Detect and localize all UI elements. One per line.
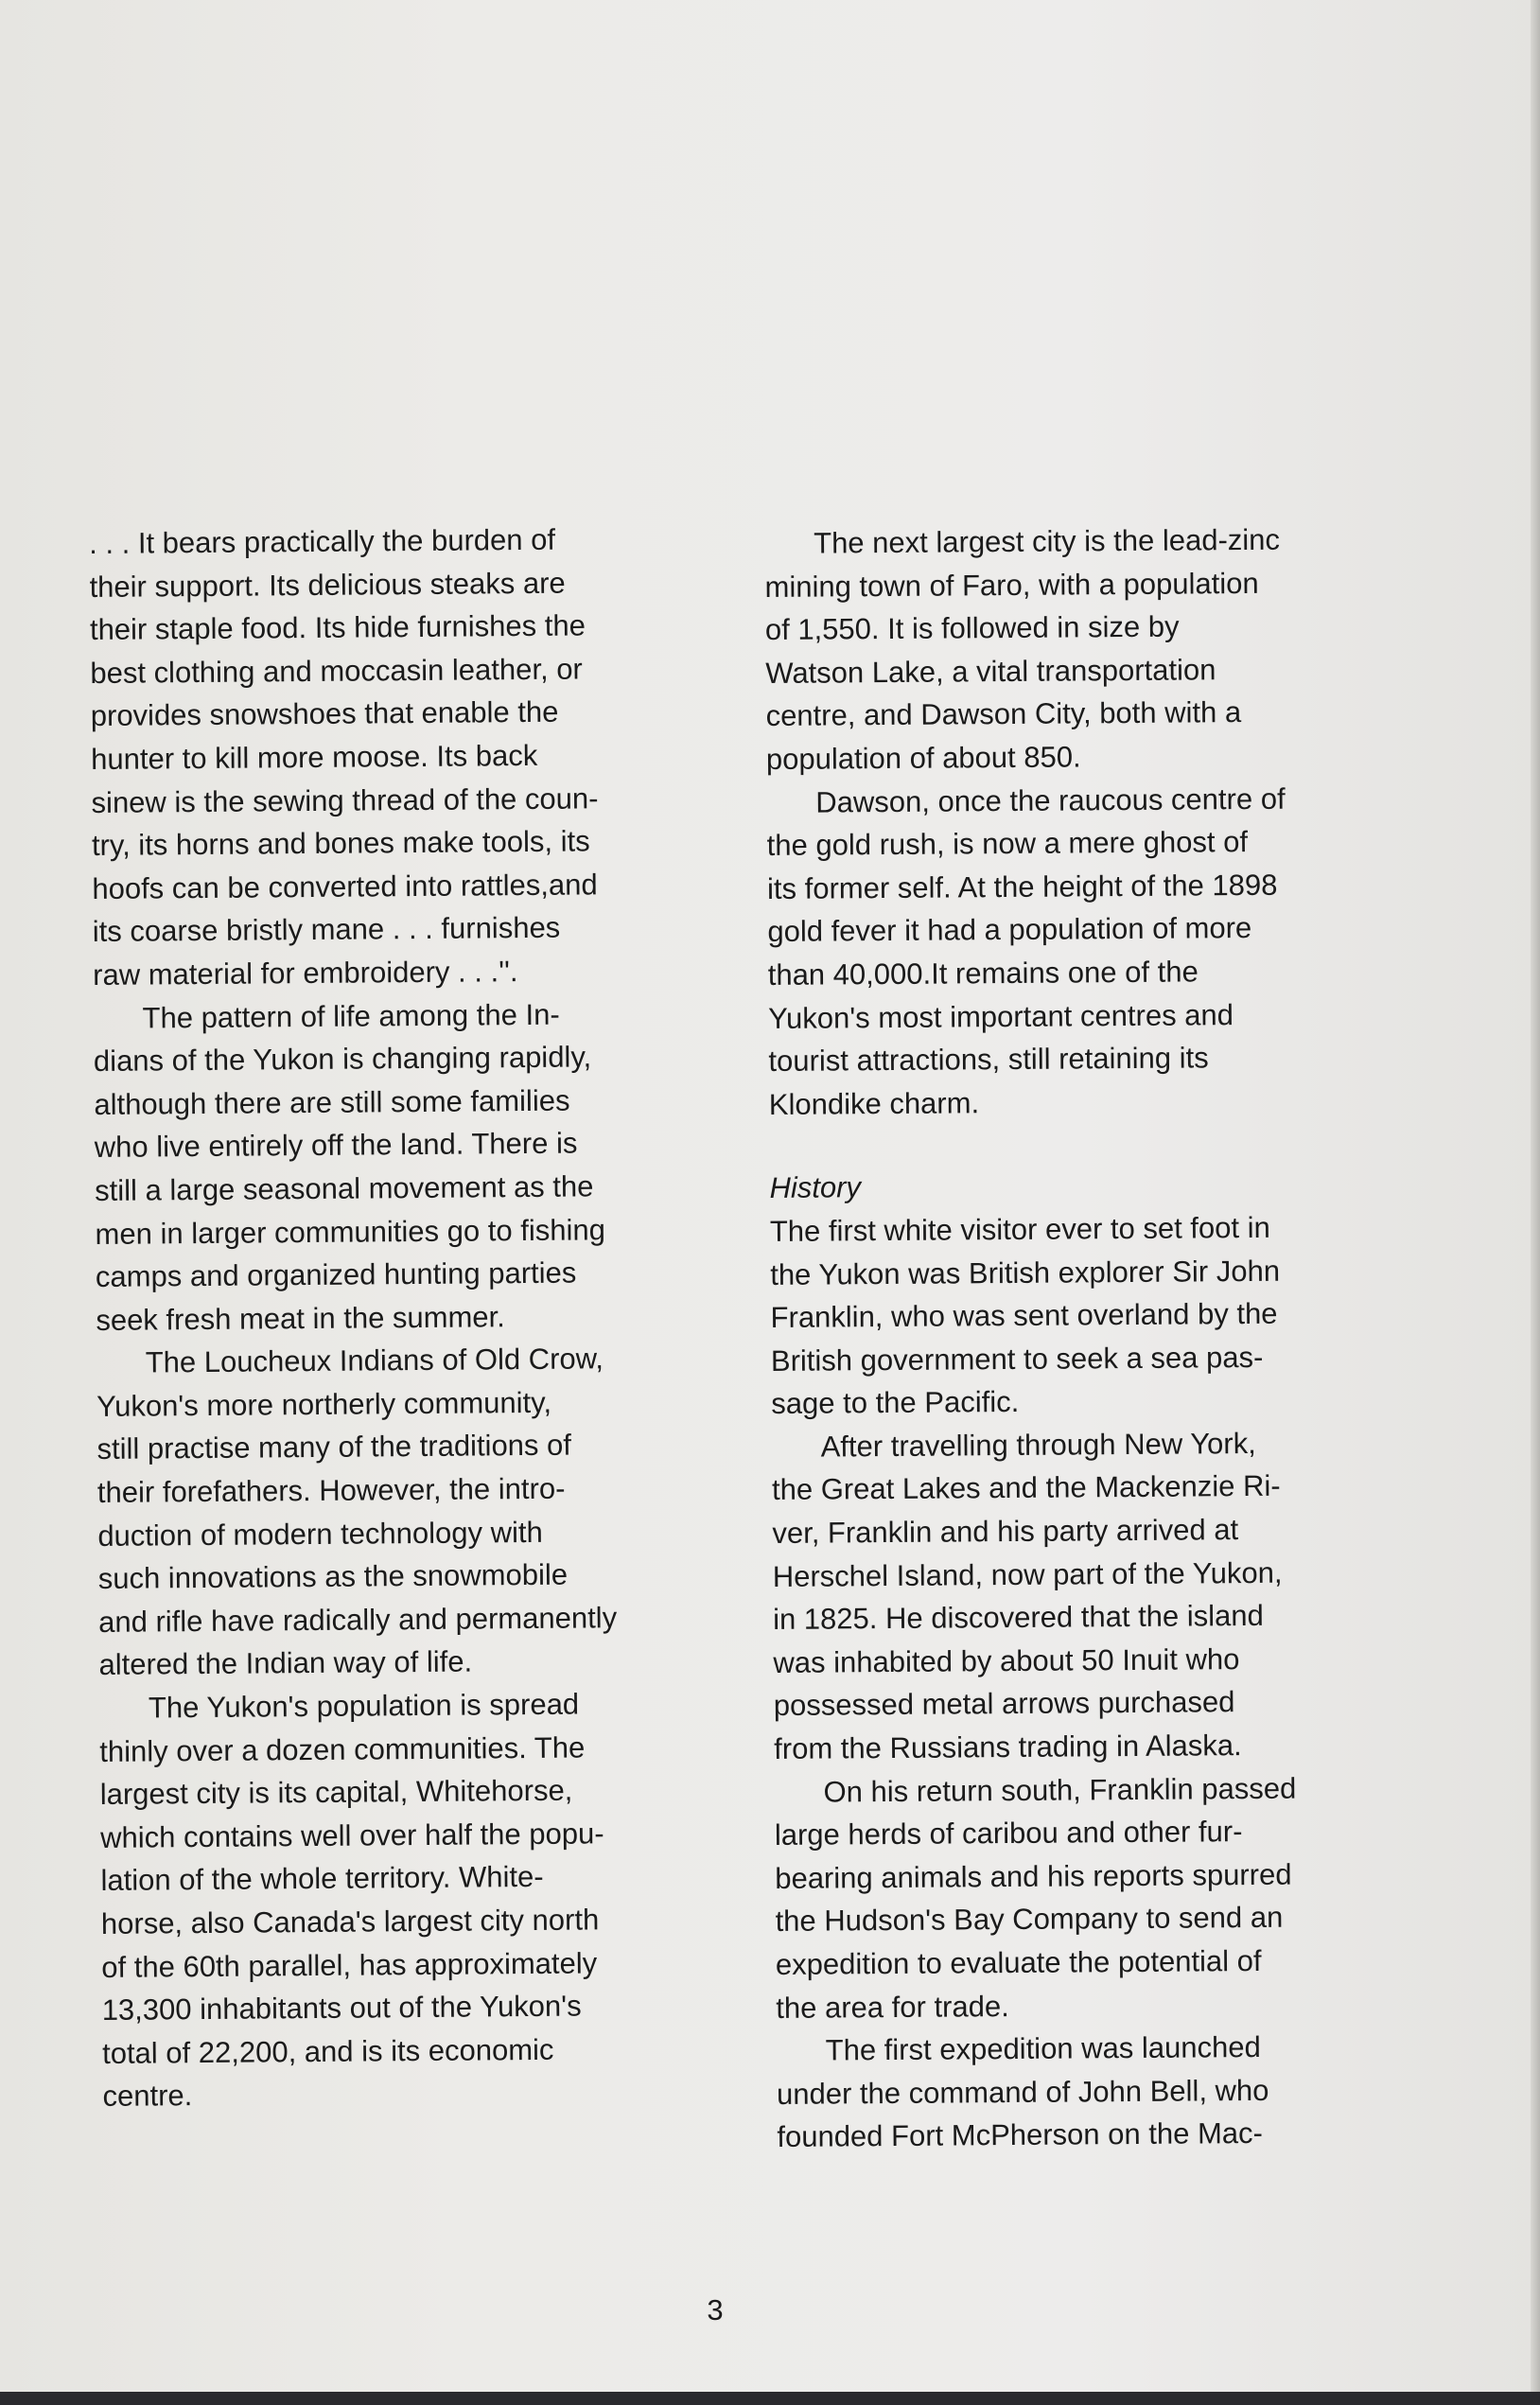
paragraph-pattern-of-life: The pattern of life among the In- dians of the Yukon is changing rapidly, although there are still some families who live entirely off the land. There is still a large seasonal movement as the men in larger communities go to fishing camps and organized hunting parties seek fresh meat in the summer. — [93, 997, 606, 1337]
paragraph-moose-quote: . . . It bears practically the burden of their support. Its delicious steaks are their staple food. Its hide furnishes the best clothing and moccasin leather, or provides snowshoes that enable the hunter to kill more moose. Its back sinew is the sewing thread of the coun- try, its horns and bones make tools, its hoofs can be converted into rattles,and its coarse bristly mane . . . furnishes raw material for embroidery . . .''. — [89, 522, 599, 992]
paragraph-first-expedition: The first expedition was launched under the command of John Bell, who founded Fort McPherson on the Mac- — [776, 2030, 1269, 2154]
paragraph-loucheux-indians: The Loucheux Indians of Old Crow, Yukon's more northerly community, still practise many of the traditions of their forefathers. However, the intro- duction of modern technology with such innovations as the snowmobile and rifle have radically and permanently altered the Indian way of life. — [96, 1342, 618, 1682]
paragraph-herschel-island: After travelling through New York, the Great Lakes and the Mackenzie Ri- ver, Franklin and his party arrived at Herschel Island, now part of the Yukon, in 1825. He discovered that the island was inhabited by about 50 Inuit who possessed metal arrows purchased from the Russians trading in Alaska. — [771, 1426, 1283, 1765]
page-number: 3 — [707, 2293, 724, 2326]
paragraph-dawson: Dawson, once the raucous centre of the gold rush, is now a mere ghost of its former self. At the height of the 1898 gold fever it had a population of more than 40,000.It remains one of the Yukon's most important centres and tourist attractions, still retaining its Klondike charm. — [766, 781, 1286, 1121]
paragraph-franklin-visitor: The first white visitor ever to set foot in the Yukon was British explorer Sir John Franklin, who was sent overland by the British government to seek a sea pas- sage to the Pacific. — [769, 1210, 1281, 1421]
section-heading-history: History — [769, 1170, 862, 1205]
page-bottom-edge — [0, 2392, 1540, 2405]
page-edge-shadow — [1531, 0, 1540, 2405]
right-text-column — [764, 518, 1402, 2159]
paragraph-population: The Yukon's population is spread thinly over a dozen communities. The largest city is its capital, Whitehorse, which contains well over half the popu- lation of the whole territory. White- horse, also Canada's largest city north of the 60th parallel, has approximately 13,300 inhabitants out of the Yukon's total of 22,200, and is its economic centre. — [99, 1687, 604, 2114]
paragraph-return-south: On his return south, Franklin passed large herds of caribou and other fur- bearing animals and his reports spurred the Hudson's Bay Company to send an expedition to evaluate the potential of the area for trade. — [774, 1771, 1297, 2025]
paragraph-faro: The next largest city is the lead-zinc mining town of Faro, with a population of 1,550. It is followed in size by Watson Lake, a vital transportation centre, and Dawson City, both with a population of about 850. — [764, 522, 1281, 776]
left-text-column — [89, 517, 746, 2118]
